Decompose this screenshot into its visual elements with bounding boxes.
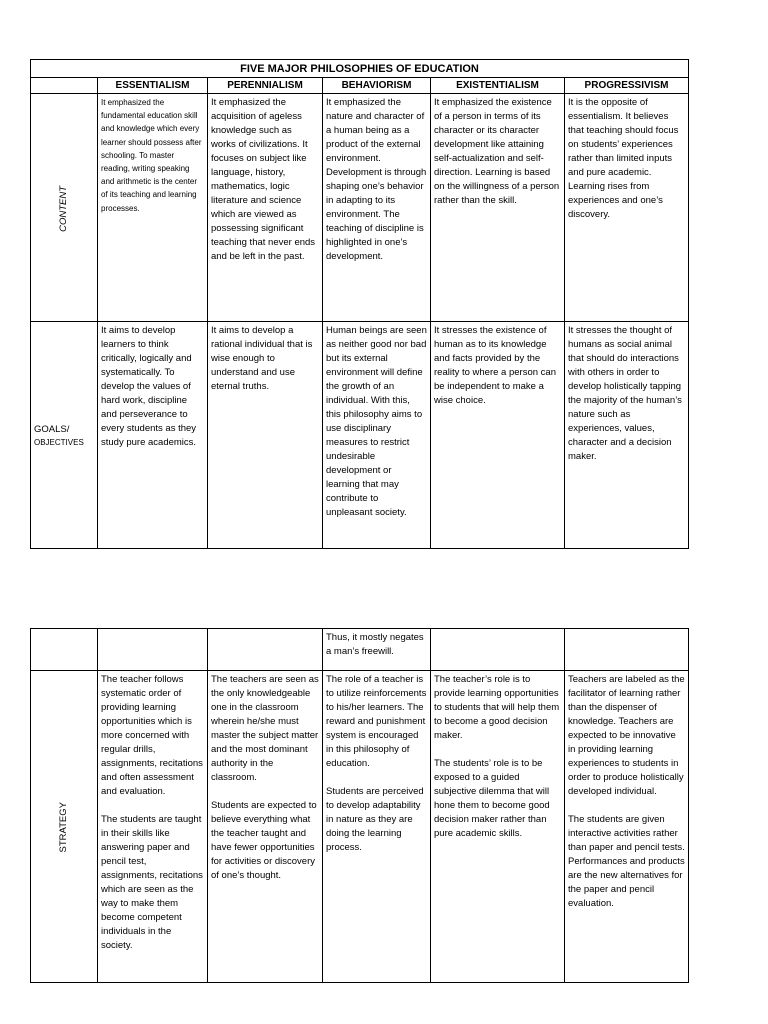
content-row xyxy=(31,94,689,322)
content-essentialism: It emphasized the fundamental education skill and knowledge which every learner should possess after schooling. To master reading, writing speaking and arithmetic is the center of its teaching and learning processes. xyxy=(98,94,208,322)
goals-existentialism: It stresses the existence of human as to its knowledge and facts provided by the reality to where a person can be independent to make a wise choice. xyxy=(431,322,565,549)
strategy-behaviorism: The role of a teacher is to utilize reinforcements to his/her learners. The reward and punishment system is encouraged in this philosophy of education. Students are perceived to develop adaptability in nature as they are doing the learning process. xyxy=(323,671,431,983)
continuation-perennialism xyxy=(208,629,323,671)
philosophies-table-part2 xyxy=(30,628,689,983)
goals-perennialism: It aims to develop a rational individual that is wise enough to understand and use eternal truths. xyxy=(208,322,323,549)
content-behaviorism: It emphasized the nature and character of a human being as a product of the external environment. Development is through shaping one’s behavior in adapting to its environment. The teaching of discipline is highlighted in one’s development. xyxy=(323,94,431,322)
continuation-essentialism xyxy=(98,629,208,671)
strategy-perennialism: The teachers are seen as the only knowledgeable one in the classroom wherein he/she must master the subject matter and the most dominant authority in the classroom. Students are expected to believe everything what the teacher taught and have fewer opportunities for activities or discovery of one’s thought. xyxy=(208,671,323,983)
header-perennialism: PERENNIALISM xyxy=(208,78,323,94)
goals-essentialism: It aims to develop learners to think critically, logically and systematically. To develop the values of hard work, discipline and perseverance to every students as they study pure academics. xyxy=(98,322,208,549)
continuation-label xyxy=(31,629,98,671)
header-progressivism: PROGRESSIVISM xyxy=(565,78,689,94)
goals-row xyxy=(31,322,689,549)
strategy-row xyxy=(31,671,689,983)
header-existentialism: EXISTENTIALISM xyxy=(431,78,565,94)
content-progressivism: It is the opposite of essentialism. It believes that teaching should focus on students’ experiences rather than limited inputs and pure academic. Learning rises from experiences and one’s discovery. xyxy=(565,94,689,322)
content-perennialism: It emphasized the acquisition of ageless knowledge such as works of civilizations. It focuses on subject like language, history, mathematics, logic literature and science which are viewed as possessing significant teaching that never ends and be left in the past. xyxy=(208,94,323,322)
continuation-existentialism xyxy=(431,629,565,671)
content-existentialism: It emphasized the existence of a person in terms of its character or its character development like attaining self-actualization and self-direction. Learning is based on the willingness of a person rather than the skill. xyxy=(431,94,565,322)
continuation-row xyxy=(31,629,689,671)
corner-cell xyxy=(31,78,98,94)
strategy-essentialism: The teacher follows systematic order of providing learning opportunities which is more concerned with regular drills, assignments, recitations and often assessment and evaluation. The students are taught in their skills like answering paper and pencil test, assignments, recitations which are seen as the way to make them become competent individuals in the society. xyxy=(98,671,208,983)
strategy-row-label: STRATEGY xyxy=(31,671,98,983)
continuation-progressivism xyxy=(565,629,689,671)
strategy-existentialism: The teacher’s role is to provide learning opportunities to students that will help them to become a good decision maker. The students’ role is to be exposed to a guided subjective dilemma that will hone them to become good decision maker rather than pure academic skills. xyxy=(431,671,565,983)
table-title: FIVE MAJOR PHILOSOPHIES OF EDUCATION xyxy=(31,60,689,78)
header-behaviorism: BEHAVIORISM xyxy=(323,78,431,94)
philosophies-table-part1 xyxy=(30,59,689,549)
content-row-label: CONTENT xyxy=(31,94,98,322)
goals-behaviorism: Human beings are seen as neither good nor bad but its external environment will define the growth of an individual. With this, this philosophy aims to use disciplinary measures to restrict undesirable development or learning that may contribute to unpleasant society. xyxy=(323,322,431,549)
header-essentialism: ESSENTIALISM xyxy=(98,78,208,94)
goals-row-label: GOALS/ OBJECTIVES xyxy=(31,322,98,549)
continuation-behaviorism: Thus, it mostly negates a man’s freewill. xyxy=(323,629,431,671)
strategy-progressivism: Teachers are labeled as the facilitator of learning rather than the dispenser of knowledge. Teachers are expected to be innovative in providing learning experiences to students in order to produce holistically developed individual. The students are given interactive activities rather than paper and pencil tests. Performances and products are the new alternatives for the paper and pencil evaluation. xyxy=(565,671,689,983)
goals-progressivism: It stresses the thought of humans as social animal that should do interactions with others in order to develop holistically tapping the majority of the human’s nature such as experiences, values, character and a decision maker. xyxy=(565,322,689,549)
